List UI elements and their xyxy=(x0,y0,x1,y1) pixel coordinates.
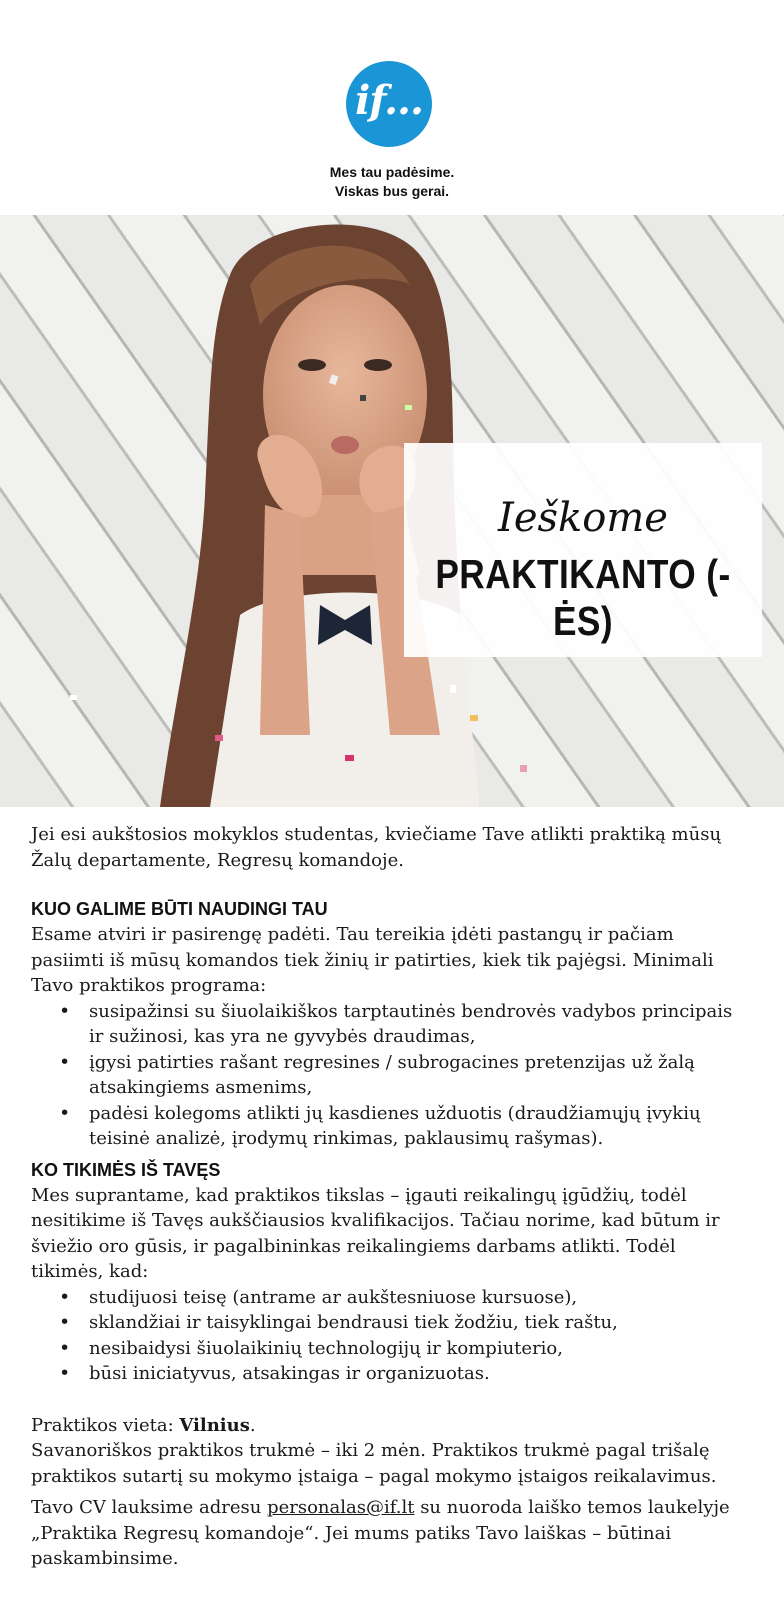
list-item: • susipažinsi su šiuolaikiškos tarptautinės bendrovės vadybos principais ir sužinosi, kas yra ne gyvybės draudimas, xyxy=(31,999,751,1050)
section-heading-benefits: KUO GALIME BŪTI NAUDINGI TAU xyxy=(31,899,328,919)
location-end: . xyxy=(249,1414,256,1436)
contact-text-before: Tavo CV lauksime adresu xyxy=(31,1497,268,1518)
list-item: • būsi iniciatyvus, atsakingas ir organizuotas. xyxy=(31,1361,751,1387)
list-item: • sklandžiai ir taisyklingai bendrausi tiek žodžiu, tiek raštu, xyxy=(31,1310,751,1336)
list-item: • įgysi patirties rašant regresines / subrogacines pretenzijas už žalą atsakingiems asmenims, xyxy=(31,1050,751,1101)
contact-paragraph xyxy=(31,1495,751,1572)
slogan-line-2: Viskas bus gerai. xyxy=(334,183,450,199)
intro-paragraph: Jei esi aukštosios mokyklos studentas, kviečiame Tave atlikti praktiką mūsų Žalų departamente, Regresų komandoje. xyxy=(31,824,722,871)
list-item: • studijuosi teisę (antrame ar aukštesniuose kursuose), xyxy=(31,1285,751,1311)
expectations-paragraph: Mes suprantame, kad praktikos tikslas – įgauti reikalingų įgūdžių, todėl nesitikime iš Tavęs aukščiausios kvalifikacijos. Tačiau norime, kad būtum ir šviežio oro gūsis, ir pagalbininkas reikalingiems darbams atlikti. Todėl tikimės, kad: xyxy=(31,1184,720,1282)
hero-script-text: Ieškome xyxy=(498,495,668,541)
benefits-list xyxy=(31,999,751,1152)
list-item: • padėsi kolegoms atlikti jų kasdienes užduotis (draudžiamųjų įvykių teisinė analizė, įrodymų rinkimas, paklausimų rašymas). xyxy=(31,1101,751,1152)
list-item: • nesibaidysi šiuolaikinių technologijų ir kompiuterio, xyxy=(31,1336,751,1362)
hero-title: PRAKTIKANTO (-ĖS) xyxy=(435,551,731,644)
email-link[interactable]: personalas@if.lt xyxy=(267,1497,415,1518)
location-line xyxy=(31,1413,751,1439)
location-value: Vilnius xyxy=(179,1414,250,1436)
location-label: Praktikos vieta: xyxy=(31,1414,180,1436)
duration-paragraph: Savanoriškos praktikos trukmė – iki 2 mėn. Praktikos trukmė pagal trišalę praktikos sutartį su mokymo įstaiga – pagal mokymo įstaigos reikalavimus. xyxy=(31,1440,717,1487)
contact-text-after: su nuoroda laiško temos laukelyje „Praktika Regresų komandoje“. Jei mums patiks Tavo laiškas – būtinai paskambinsime. xyxy=(31,1497,730,1569)
job-description xyxy=(31,822,751,1572)
logo-text: if... xyxy=(355,77,423,124)
slogan-line-1: Mes tau padėsime. xyxy=(329,164,455,180)
hero-caption-box xyxy=(404,443,762,657)
expectations-list xyxy=(31,1285,751,1387)
hero-image xyxy=(0,215,784,807)
section-heading-expectations: KO TIKIMĖS IŠ TAVĘS xyxy=(31,1159,221,1180)
if-logo xyxy=(346,61,432,147)
benefits-paragraph: Esame atviri ir pasirengę padėti. Tau tereikia įdėti pastangų ir pačiam pasiimti iš mūsų komandos tiek žinių ir patirties, kiek tik pajėgsi. Minimali Tavo praktikos programa: xyxy=(31,924,714,996)
